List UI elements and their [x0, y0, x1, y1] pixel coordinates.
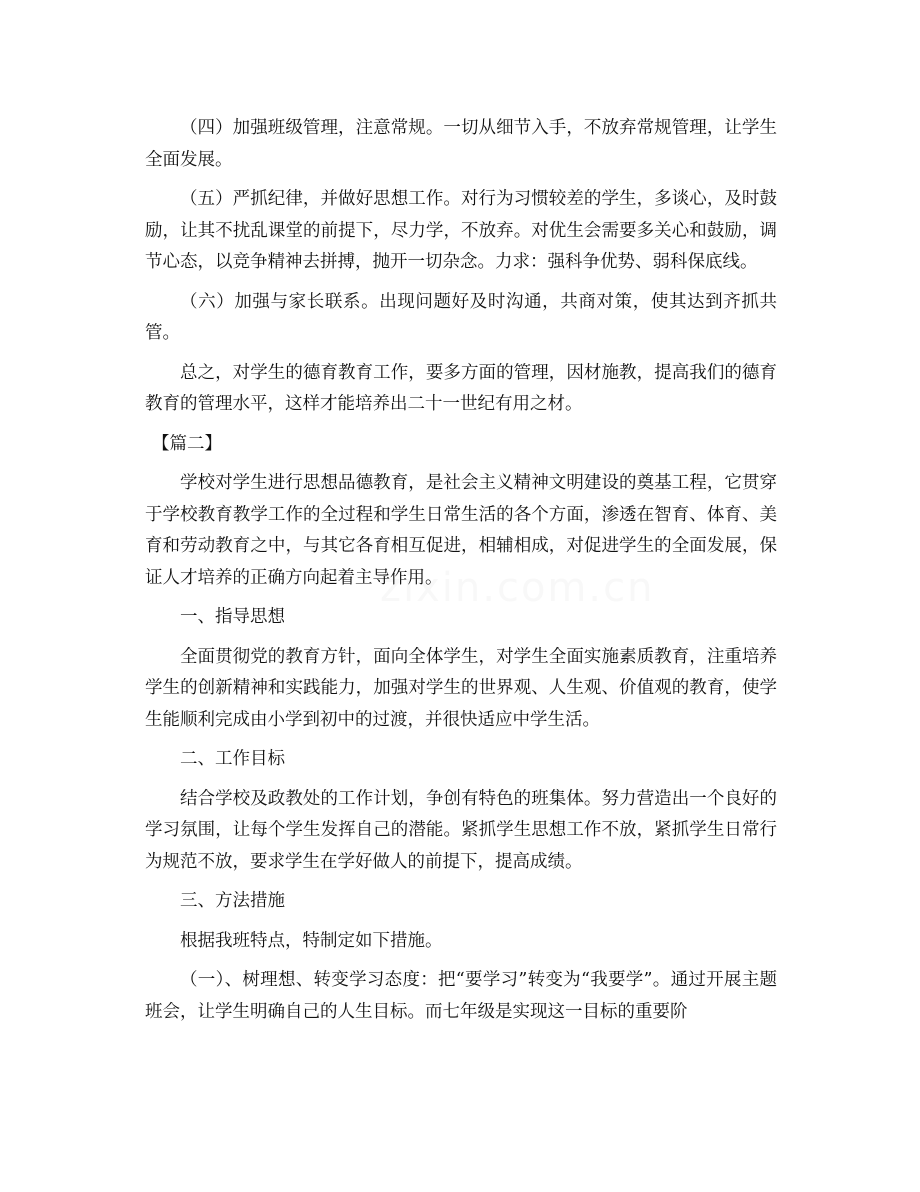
paragraph-methods-intro: 根据我班特点，特制定如下措施。: [180, 930, 443, 951]
section-heading-guiding-ideology: 一、指导思想: [180, 607, 285, 627]
paragraph-summary: 总之，对学生的德育教育工作，要多方面的管理，因材施教，提高我们的德育教育的管理水平，这样才能培养出二十一世纪有用之材。: [145, 362, 777, 414]
section-heading-work-goals: 二、工作目标: [180, 749, 285, 769]
paragraph-class-management: （四）加强班级管理，注意常规。一切从细节入手，不放弃常规管理，让学生全面发展。: [145, 118, 777, 170]
paragraph-intro: 学校对学生进行思想品德教育，是社会主义精神文明建设的奠基工程，它贯穿于学校教育教学工作的全过程和学生日常生活的各个方面，渗透在智育、体育、美育和劳动教育之中，与其它各育相互促进，相辅相成，对促进学生的全面发展，保证人才培养的正确方向起着主导作用。: [145, 473, 777, 588]
section-heading-methods: 三、方法措施: [180, 891, 285, 911]
chapter-heading: 【篇二】: [152, 433, 222, 454]
paragraph-discipline: （五）严抓纪律，并做好思想工作。对行为习惯较差的学生，多谈心，及时鼓励，让其不扰乱课堂的前提下，尽力学，不放弃。对优生会需要多关心和鼓励，调节心态，以竞争精神去拼搏，抛开一切杂念。力求：强科争优势、弱科保底线。: [145, 189, 777, 272]
paragraph-parent-contact: （六）加强与家长联系。出现问题好及时沟通，共商对策，使其达到齐抓共管。: [145, 291, 777, 343]
watermark: zixin.com.cn: [380, 565, 655, 611]
paragraph-work-goals: 结合学校及政教处的工作计划，争创有特色的班集体。努力营造出一个良好的学习氛围，让每个学生发挥自己的潜能。紧抓学生思想工作不放，紧抓学生日常行为规范不放，要求学生在学好做人的前提下，提高成绩。: [145, 788, 777, 872]
document-body: [145, 113, 777, 1036]
paragraph-guiding-ideology: 全面贯彻党的教育方针，面向全体学生，对学生全面实施素质教育，注重培养学生的创新精神和实践能力，加强对学生的世界观、人生观、价值观的教育，使学生能顺利完成由小学到初中的过渡，并很快适应中学生活。: [145, 646, 777, 730]
paragraph-methods-item-1: （一）、树理想、转变学习态度：把“要学习”转变为“我要学”。通过开展主题班会，让学生明确自己的人生目标。而七年级是实现这一目标的重要阶: [145, 970, 777, 1022]
